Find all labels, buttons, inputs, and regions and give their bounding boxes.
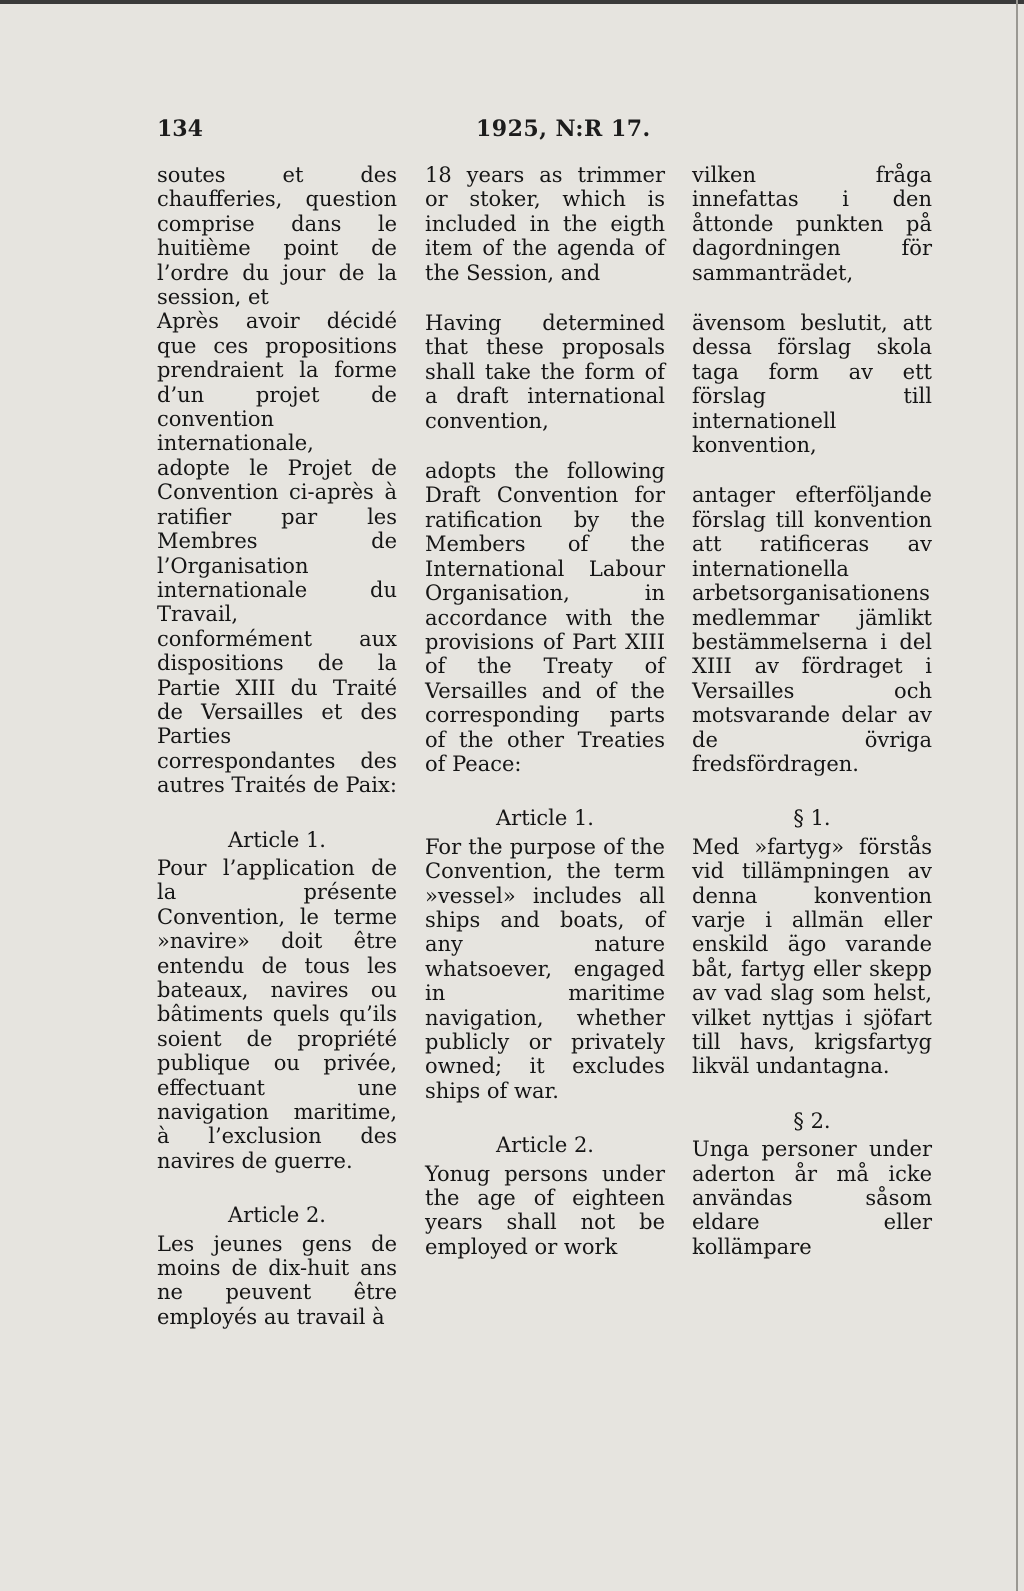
preamble-paragraph-1: soutes et des chaufferies, question comprise dans le huitième point de l’ordre du jour de la session, et (157, 163, 397, 310)
page-header (0, 116, 1024, 146)
article-2-heading: Article 2. (496, 1133, 594, 1158)
preamble-paragraph-3: adopts the following Draft Convention for ratification by the Members of the International Labour Organisation, in accordance with the provisions of Part XIII of the Treaty of Versailles and of the corresponding parts of the other Treaties of Peace: (425, 459, 665, 776)
french-column (157, 163, 397, 1329)
preamble-paragraph-3: antager efterföljande förslag till konvention att ratificeras av internationella arbetsorganisationens medlemmar jämlikt bestämmelserna i del XIII av fördraget i Versailles och motsvarande delar av de övriga fredsfördragen. (692, 483, 932, 776)
preamble-paragraph-2: ävensom beslutit, att dessa förslag skola taga form av ett förslag till internationell konvention, (692, 311, 932, 458)
article-1-text: For the purpose of the Convention, the term »vessel» includes all ships and boats, of any nature whatsoever, engaged in maritime navigation, whether publicly or privately owned; it excludes ships of war. (425, 834, 665, 1103)
article-2-text: Unga personer under aderton år må icke användas såsom eldare eller kollämpare (692, 1137, 932, 1259)
preamble-paragraph-2: Après avoir décidé que ces propositions prendraient la forme d’un projet de convention internationale, (157, 309, 397, 456)
swedish-column (692, 163, 932, 1259)
english-column (425, 163, 665, 1259)
preamble-paragraph-3: adopte le Projet de Convention ci-après à ratifier par les Membres de l’Organisation internationale du Travail, conformément aux dispositions de la Partie XIII du Traité de Versailles et des Parties correspondantes des autres Traités de Paix: (157, 455, 397, 798)
article-1-heading: Article 1. (228, 827, 326, 852)
article-2-text: Yonug persons under the age of eighteen years shall not be employed or work (425, 1161, 665, 1259)
article-1-text: Med »fartyg» förstås vid tillämpningen av denna konvention varje i allmän eller enskild ägo varande båt, fartyg eller skepp av vad slag som helst, vilket nyttjas i sjöfart till havs, krigsfartyg likväl undantagna. (692, 834, 932, 1079)
page-right-edge (1016, 0, 1018, 1591)
page-number: 134 (157, 116, 203, 142)
article-1-text: Pour l’application de la présente Convention, le terme »navire» doit être entendu de tous les bateaux, navires ou bâtiments quels qu’ils soient de propriété publique ou privée, effectuant une navigation maritime, à l’exclusion des navires de guerre. (157, 855, 397, 1173)
article-1-heading: Article 1. (496, 806, 594, 831)
preamble-paragraph-1: vilken fråga innefattas i den åttonde punkten på dagordningen för sammanträdet, (692, 163, 932, 285)
article-2-heading: § 2. (793, 1108, 831, 1133)
running-title: 1925, N:R 17. (476, 116, 651, 142)
article-2-heading: Article 2. (228, 1203, 326, 1228)
preamble-paragraph-2: Having determined that these proposals shall take the form of a draft international convention, (425, 311, 665, 433)
page-top-edge (0, 0, 1024, 4)
article-1-heading: § 1. (793, 806, 831, 831)
article-2-text: Les jeunes gens de moins de dix-huit ans ne peuvent être employés au travail à (157, 1231, 397, 1329)
preamble-paragraph-1: 18 years as trimmer or stoker, which is included in the eigth item of the agenda of the Session, and (425, 163, 665, 285)
